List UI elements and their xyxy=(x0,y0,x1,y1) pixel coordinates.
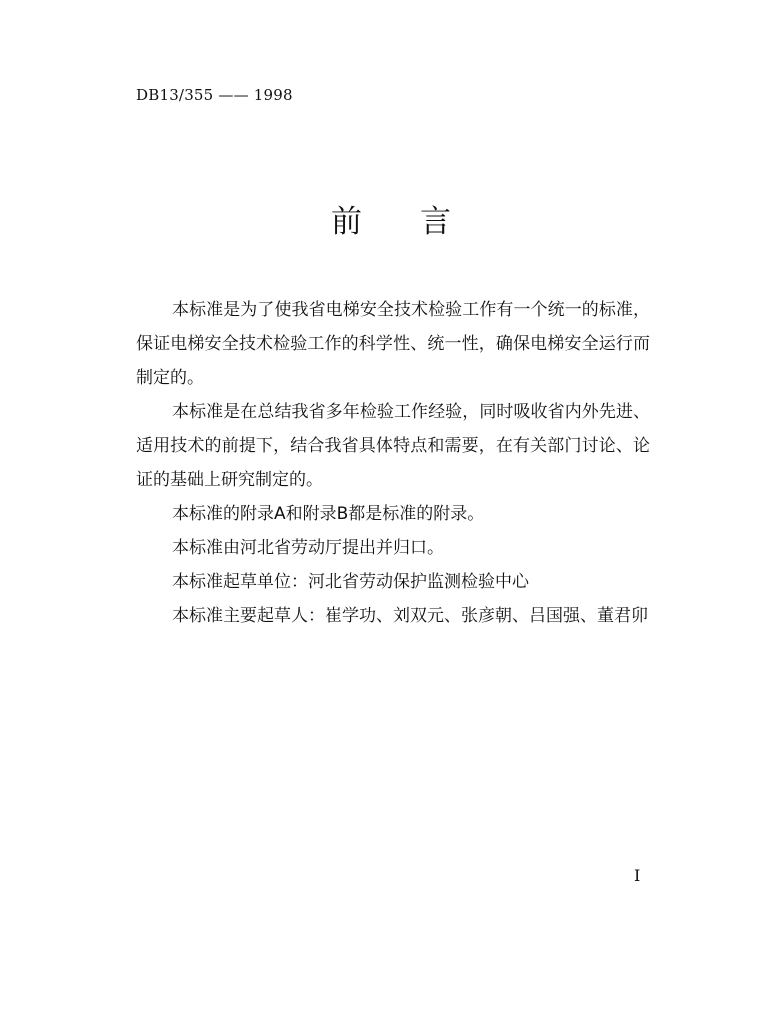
paragraph-proposer: 本标准由河北省劳动厅提出并归口。 xyxy=(172,538,444,558)
title-char-1: 前 xyxy=(331,204,362,240)
paragraph-drafters: 本标准主要起草人：崔学功、刘双元、张彦朝、吕国强、董君卯 xyxy=(172,606,648,626)
foreword-body xyxy=(136,293,650,633)
paragraph-purpose: 本标准是为了使我省电梯安全技术检验工作有一个统一的标准，保证电梯安全技术检验工作的科学性、统一性，确保电梯安全运行而制定的。 xyxy=(136,300,650,388)
document-code: DB13/355 —— 1998 xyxy=(136,86,293,104)
paragraph-basis: 本标准是在总结我省多年检验工作经验，同时吸收省内外先进、适用技术的前提下，结合我省具体特点和需要，在有关部门讨论、论证的基础上研究制定的。 xyxy=(136,402,650,490)
page-number: I xyxy=(634,866,641,885)
title-char-2: 言 xyxy=(420,204,451,240)
paragraph-drafting-unit: 本标准起草单位：河北省劳动保护监测检验中心 xyxy=(172,572,529,592)
paragraph-appendix: 本标准的附录A和附录B都是标准的附录。 xyxy=(172,504,485,524)
page-title xyxy=(0,202,782,242)
